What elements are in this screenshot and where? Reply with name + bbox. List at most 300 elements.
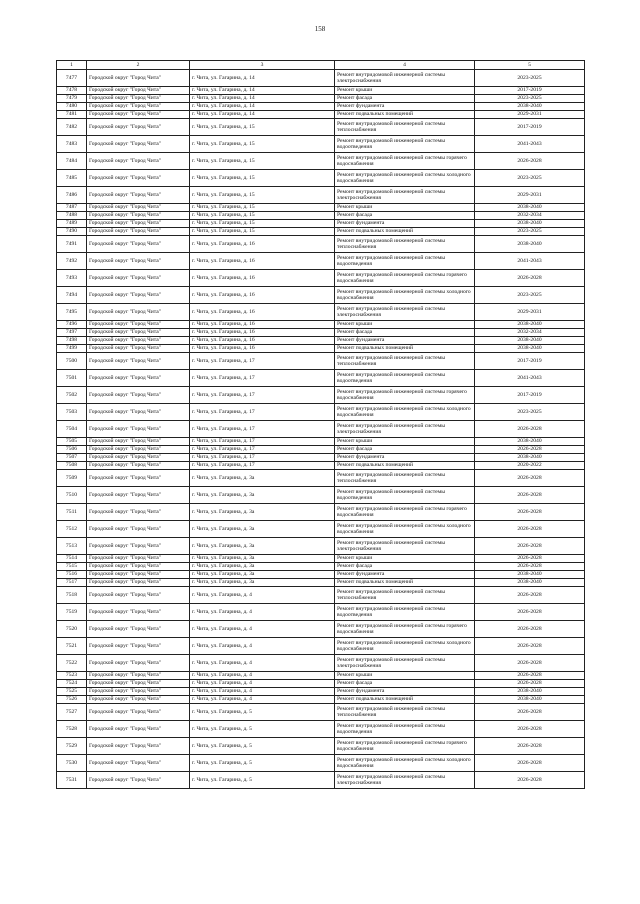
- row-number-cell: 7504: [57, 421, 87, 438]
- address-cell: г. Чита, ул. Гагарина, д. 3а: [190, 563, 335, 571]
- table-row: [57, 119, 585, 136]
- period-cell: 2026-2028: [475, 680, 585, 688]
- table-row: [57, 521, 585, 538]
- period-cell: 2038-2040: [475, 220, 585, 228]
- period-cell: 2026-2028: [475, 538, 585, 555]
- row-number-cell: 7495: [57, 304, 87, 321]
- work-type-cell: Ремонт внутридомовой инженерной системы холодного водоснабжения: [335, 404, 475, 421]
- row-number-cell: 7518: [57, 587, 87, 604]
- period-cell: 2041-2043: [475, 136, 585, 153]
- period-cell: 2026-2028: [475, 738, 585, 755]
- address-cell: г. Чита, ул. Гагарина, д. 16: [190, 287, 335, 304]
- address-cell: г. Чита, ул. Гагарина, д. 15: [190, 170, 335, 187]
- address-cell: г. Чита, ул. Гагарина, д. 4: [190, 688, 335, 696]
- work-type-cell: Ремонт крыши: [335, 555, 475, 563]
- row-number-cell: 7480: [57, 103, 87, 111]
- work-schedule-table: [56, 60, 585, 789]
- row-number-cell: 7478: [57, 87, 87, 95]
- row-number-cell: 7496: [57, 321, 87, 329]
- table-row: [57, 738, 585, 755]
- row-number-cell: 7506: [57, 446, 87, 454]
- district-cell: Городской округ "Город Чита": [87, 704, 190, 721]
- district-cell: Городской округ "Город Чита": [87, 655, 190, 672]
- table-row: [57, 220, 585, 228]
- work-type-cell: Ремонт подвальных помещений: [335, 579, 475, 587]
- table-row: [57, 111, 585, 119]
- address-cell: г. Чита, ул. Гагарина, д. 17: [190, 404, 335, 421]
- period-cell: 2032-2034: [475, 329, 585, 337]
- work-type-cell: Ремонт внутридомовой инженерной системы теплоснабжения: [335, 704, 475, 721]
- address-cell: г. Чита, ул. Гагарина, д. 16: [190, 321, 335, 329]
- address-cell: г. Чита, ул. Гагарина, д. 15: [190, 220, 335, 228]
- row-number-cell: 7530: [57, 755, 87, 772]
- district-cell: Городской округ "Город Чита": [87, 345, 190, 353]
- row-number-cell: 7479: [57, 95, 87, 103]
- row-number-cell: 7502: [57, 387, 87, 404]
- address-cell: г. Чита, ул. Гагарина, д. 16: [190, 236, 335, 253]
- row-number-cell: 7516: [57, 571, 87, 579]
- table-row: [57, 345, 585, 353]
- period-cell: 2023-2025: [475, 170, 585, 187]
- district-cell: Городской округ "Город Чита": [87, 755, 190, 772]
- district-cell: Городской округ "Город Чита": [87, 696, 190, 704]
- district-cell: Городской округ "Город Чита": [87, 136, 190, 153]
- district-cell: Городской округ "Город Чита": [87, 387, 190, 404]
- work-type-cell: Ремонт внутридомовой инженерной системы электроснабжения: [335, 772, 475, 789]
- period-cell: 2026-2028: [475, 587, 585, 604]
- district-cell: Городской округ "Город Чита": [87, 187, 190, 204]
- work-type-cell: Ремонт подвальных помещений: [335, 228, 475, 236]
- district-cell: Городской округ "Город Чита": [87, 253, 190, 270]
- table-row: [57, 688, 585, 696]
- address-cell: г. Чита, ул. Гагарина, д. 14: [190, 103, 335, 111]
- column-header: 5: [475, 61, 585, 70]
- row-number-cell: 7529: [57, 738, 87, 755]
- district-cell: Городской округ "Город Чита": [87, 446, 190, 454]
- district-cell: Городской округ "Город Чита": [87, 304, 190, 321]
- row-number-cell: 7508: [57, 462, 87, 470]
- district-cell: Городской округ "Город Чита": [87, 329, 190, 337]
- row-number-cell: 7503: [57, 404, 87, 421]
- table-row: [57, 538, 585, 555]
- work-type-cell: Ремонт фасада: [335, 95, 475, 103]
- period-cell: 2038-2040: [475, 321, 585, 329]
- district-cell: Городской округ "Город Чита": [87, 521, 190, 538]
- district-cell: Городской округ "Город Чита": [87, 721, 190, 738]
- address-cell: г. Чита, ул. Гагарина, д. 3а: [190, 521, 335, 538]
- row-number-cell: 7509: [57, 470, 87, 487]
- district-cell: Городской округ "Город Чита": [87, 438, 190, 446]
- work-type-cell: Ремонт внутридомовой инженерной системы водоотведения: [335, 253, 475, 270]
- work-type-cell: Ремонт внутридомовой инженерной системы водоотведения: [335, 487, 475, 504]
- address-cell: г. Чита, ул. Гагарина, д. 15: [190, 153, 335, 170]
- work-type-cell: Ремонт крыши: [335, 321, 475, 329]
- period-cell: 2038-2040: [475, 236, 585, 253]
- column-header: 2: [87, 61, 190, 70]
- row-number-cell: 7497: [57, 329, 87, 337]
- row-number-cell: 7521: [57, 638, 87, 655]
- period-cell: 2026-2028: [475, 621, 585, 638]
- row-number-cell: 7517: [57, 579, 87, 587]
- work-type-cell: Ремонт внутридомовой инженерной системы горячего водоснабжения: [335, 621, 475, 638]
- district-cell: Городской округ "Город Чита": [87, 337, 190, 345]
- district-cell: Городской округ "Город Чита": [87, 604, 190, 621]
- row-number-cell: 7527: [57, 704, 87, 721]
- period-cell: 2026-2028: [475, 704, 585, 721]
- table-row: [57, 236, 585, 253]
- work-type-cell: Ремонт внутридомовой инженерной системы холодного водоснабжения: [335, 521, 475, 538]
- address-cell: г. Чита, ул. Гагарина, д. 17: [190, 353, 335, 370]
- work-type-cell: Ремонт подвальных помещений: [335, 345, 475, 353]
- address-cell: г. Чита, ул. Гагарина, д. 3а: [190, 487, 335, 504]
- district-cell: Городской округ "Город Чита": [87, 87, 190, 95]
- address-cell: г. Чита, ул. Гагарина, д. 4: [190, 604, 335, 621]
- district-cell: Городской округ "Город Чита": [87, 454, 190, 462]
- district-cell: Городской округ "Город Чита": [87, 236, 190, 253]
- row-number-cell: 7505: [57, 438, 87, 446]
- work-type-cell: Ремонт внутридомовой инженерной системы электроснабжения: [335, 187, 475, 204]
- district-cell: Городской округ "Город Чита": [87, 462, 190, 470]
- table-row: [57, 696, 585, 704]
- row-number-cell: 7489: [57, 220, 87, 228]
- period-cell: 2041-2043: [475, 370, 585, 387]
- period-cell: 2026-2028: [475, 270, 585, 287]
- table-row: [57, 621, 585, 638]
- row-number-cell: 7493: [57, 270, 87, 287]
- work-type-cell: Ремонт внутридомовой инженерной системы теплоснабжения: [335, 353, 475, 370]
- address-cell: г. Чита, ул. Гагарина, д. 16: [190, 270, 335, 287]
- work-type-cell: Ремонт внутридомовой инженерной системы горячего водоснабжения: [335, 738, 475, 755]
- work-type-cell: Ремонт фундамента: [335, 454, 475, 462]
- district-cell: Городской округ "Город Чита": [87, 563, 190, 571]
- district-cell: Городской округ "Город Чита": [87, 111, 190, 119]
- district-cell: Городской округ "Город Чита": [87, 228, 190, 236]
- row-number-cell: 7524: [57, 680, 87, 688]
- address-cell: г. Чита, ул. Гагарина, д. 17: [190, 454, 335, 462]
- address-cell: г. Чита, ул. Гагарина, д. 4: [190, 672, 335, 680]
- table-row: [57, 304, 585, 321]
- table-row: [57, 672, 585, 680]
- address-cell: г. Чита, ул. Гагарина, д. 14: [190, 70, 335, 87]
- period-cell: 2026-2028: [475, 672, 585, 680]
- district-cell: Городской округ "Город Чита": [87, 672, 190, 680]
- table-row: [57, 504, 585, 521]
- district-cell: Городской округ "Город Чита": [87, 538, 190, 555]
- table-row: [57, 772, 585, 789]
- period-cell: 2041-2043: [475, 253, 585, 270]
- period-cell: 2026-2028: [475, 563, 585, 571]
- district-cell: Городской округ "Город Чита": [87, 772, 190, 789]
- table-row: [57, 655, 585, 672]
- district-cell: Городской округ "Город Чита": [87, 404, 190, 421]
- period-cell: 2029-2031: [475, 187, 585, 204]
- address-cell: г. Чита, ул. Гагарина, д. 16: [190, 304, 335, 321]
- table-row: [57, 755, 585, 772]
- period-cell: 2038-2040: [475, 579, 585, 587]
- table-row: [57, 187, 585, 204]
- table-row: [57, 204, 585, 212]
- table-row: [57, 95, 585, 103]
- address-cell: г. Чита, ул. Гагарина, д. 15: [190, 187, 335, 204]
- row-number-cell: 7515: [57, 563, 87, 571]
- district-cell: Городской округ "Город Чита": [87, 212, 190, 220]
- work-type-cell: Ремонт крыши: [335, 87, 475, 95]
- address-cell: г. Чита, ул. Гагарина, д. 17: [190, 462, 335, 470]
- work-type-cell: Ремонт внутридомовой инженерной системы водоотведения: [335, 721, 475, 738]
- address-cell: г. Чита, ул. Гагарина, д. 5: [190, 738, 335, 755]
- row-number-cell: 7528: [57, 721, 87, 738]
- row-number-cell: 7483: [57, 136, 87, 153]
- address-cell: г. Чита, ул. Гагарина, д. 15: [190, 212, 335, 220]
- address-cell: г. Чита, ул. Гагарина, д. 5: [190, 704, 335, 721]
- table-row: [57, 454, 585, 462]
- district-cell: Городской округ "Город Чита": [87, 680, 190, 688]
- work-type-cell: Ремонт фундамента: [335, 571, 475, 579]
- work-type-cell: Ремонт внутридомовой инженерной системы теплоснабжения: [335, 587, 475, 604]
- district-cell: Городской округ "Город Чита": [87, 287, 190, 304]
- row-number-cell: 7520: [57, 621, 87, 638]
- address-cell: г. Чита, ул. Гагарина, д. 3а: [190, 538, 335, 555]
- work-type-cell: Ремонт внутридомовой инженерной системы холодного водоснабжения: [335, 170, 475, 187]
- period-cell: 2038-2040: [475, 454, 585, 462]
- table-row: [57, 287, 585, 304]
- work-type-cell: Ремонт внутридомовой инженерной системы электроснабжения: [335, 655, 475, 672]
- period-cell: 2020-2022: [475, 462, 585, 470]
- table-row: [57, 270, 585, 287]
- address-cell: г. Чита, ул. Гагарина, д. 3а: [190, 579, 335, 587]
- row-number-cell: 7510: [57, 487, 87, 504]
- period-cell: 2017-2019: [475, 87, 585, 95]
- address-cell: г. Чита, ул. Гагарина, д. 4: [190, 696, 335, 704]
- district-cell: Городской округ "Город Чита": [87, 571, 190, 579]
- work-type-cell: Ремонт внутридомовой инженерной системы теплоснабжения: [335, 119, 475, 136]
- address-cell: г. Чита, ул. Гагарина, д. 15: [190, 119, 335, 136]
- district-cell: Городской округ "Город Чита": [87, 555, 190, 563]
- work-type-cell: Ремонт фасада: [335, 212, 475, 220]
- row-number-cell: 7486: [57, 187, 87, 204]
- work-type-cell: Ремонт внутридомовой инженерной системы горячего водоснабжения: [335, 270, 475, 287]
- period-cell: 2029-2031: [475, 304, 585, 321]
- work-type-cell: Ремонт фасада: [335, 680, 475, 688]
- address-cell: г. Чита, ул. Гагарина, д. 17: [190, 446, 335, 454]
- address-cell: г. Чита, ул. Гагарина, д. 3а: [190, 555, 335, 563]
- work-type-cell: Ремонт фасада: [335, 563, 475, 571]
- work-type-cell: Ремонт фундамента: [335, 220, 475, 228]
- district-cell: Городской округ "Город Чита": [87, 103, 190, 111]
- table-row: [57, 563, 585, 571]
- period-cell: 2038-2040: [475, 345, 585, 353]
- address-cell: г. Чита, ул. Гагарина, д. 16: [190, 253, 335, 270]
- table-row: [57, 571, 585, 579]
- address-cell: г. Чита, ул. Гагарина, д. 5: [190, 755, 335, 772]
- table-row: [57, 70, 585, 87]
- work-type-cell: Ремонт фасада: [335, 329, 475, 337]
- table-row: [57, 404, 585, 421]
- address-cell: г. Чита, ул. Гагарина, д. 5: [190, 721, 335, 738]
- address-cell: г. Чита, ул. Гагарина, д. 15: [190, 136, 335, 153]
- table-row: [57, 228, 585, 236]
- period-cell: 2038-2040: [475, 337, 585, 345]
- row-number-cell: 7484: [57, 153, 87, 170]
- work-type-cell: Ремонт подвальных помещений: [335, 111, 475, 119]
- table-header-row: [57, 61, 585, 70]
- address-cell: г. Чита, ул. Гагарина, д. 14: [190, 111, 335, 119]
- address-cell: г. Чита, ул. Гагарина, д. 4: [190, 621, 335, 638]
- work-type-cell: Ремонт внутридомовой инженерной системы электроснабжения: [335, 70, 475, 87]
- work-type-cell: Ремонт фундамента: [335, 103, 475, 111]
- period-cell: 2026-2028: [475, 721, 585, 738]
- period-cell: 2026-2028: [475, 772, 585, 789]
- table-row: [57, 103, 585, 111]
- work-type-cell: Ремонт внутридомовой инженерной системы холодного водоснабжения: [335, 638, 475, 655]
- table-row: [57, 321, 585, 329]
- work-type-cell: Ремонт фасада: [335, 446, 475, 454]
- work-type-cell: Ремонт крыши: [335, 672, 475, 680]
- period-cell: 2029-2031: [475, 111, 585, 119]
- work-type-cell: Ремонт внутридомовой инженерной системы теплоснабжения: [335, 470, 475, 487]
- table-body: [57, 70, 585, 789]
- row-number-cell: 7513: [57, 538, 87, 555]
- table-row: [57, 438, 585, 446]
- table-row: [57, 638, 585, 655]
- district-cell: Городской округ "Город Чита": [87, 579, 190, 587]
- period-cell: 2023-2025: [475, 228, 585, 236]
- table-row: [57, 604, 585, 621]
- work-type-cell: Ремонт внутридомовой инженерной системы горячего водоснабжения: [335, 153, 475, 170]
- district-cell: Городской округ "Город Чита": [87, 621, 190, 638]
- row-number-cell: 7488: [57, 212, 87, 220]
- table-row: [57, 579, 585, 587]
- work-type-cell: Ремонт фундамента: [335, 688, 475, 696]
- table-row: [57, 353, 585, 370]
- period-cell: 2026-2028: [475, 470, 585, 487]
- period-cell: 2032-2034: [475, 212, 585, 220]
- column-header: 4: [335, 61, 475, 70]
- period-cell: 2026-2028: [475, 504, 585, 521]
- work-type-cell: Ремонт подвальных помещений: [335, 696, 475, 704]
- column-header: 3: [190, 61, 335, 70]
- address-cell: г. Чита, ул. Гагарина, д. 17: [190, 387, 335, 404]
- address-cell: г. Чита, ул. Гагарина, д. 4: [190, 587, 335, 604]
- district-cell: Городской округ "Город Чита": [87, 170, 190, 187]
- district-cell: Городской округ "Город Чита": [87, 487, 190, 504]
- district-cell: Городской округ "Город Чита": [87, 270, 190, 287]
- row-number-cell: 7514: [57, 555, 87, 563]
- row-number-cell: 7500: [57, 353, 87, 370]
- table-row: [57, 555, 585, 563]
- period-cell: 2038-2040: [475, 696, 585, 704]
- table-row: [57, 153, 585, 170]
- table-row: [57, 421, 585, 438]
- district-cell: Городской округ "Город Чита": [87, 470, 190, 487]
- work-type-cell: Ремонт внутридомовой инженерной системы водоотведения: [335, 604, 475, 621]
- work-type-cell: Ремонт внутридомовой инженерной системы водоотведения: [335, 136, 475, 153]
- district-cell: Городской округ "Город Чита": [87, 688, 190, 696]
- work-type-cell: Ремонт крыши: [335, 204, 475, 212]
- district-cell: Городской округ "Город Чита": [87, 204, 190, 212]
- row-number-cell: 7487: [57, 204, 87, 212]
- table-row: [57, 337, 585, 345]
- address-cell: г. Чита, ул. Гагарина, д. 16: [190, 329, 335, 337]
- work-type-cell: Ремонт внутридомовой инженерной системы электроснабжения: [335, 538, 475, 555]
- table-row: [57, 470, 585, 487]
- period-cell: 2023-2025: [475, 287, 585, 304]
- table-row: [57, 212, 585, 220]
- period-cell: 2017-2019: [475, 119, 585, 136]
- row-number-cell: 7522: [57, 655, 87, 672]
- work-type-cell: Ремонт внутридомовой инженерной системы холодного водоснабжения: [335, 287, 475, 304]
- period-cell: 2038-2040: [475, 438, 585, 446]
- address-cell: г. Чита, ул. Гагарина, д. 5: [190, 772, 335, 789]
- period-cell: 2026-2028: [475, 153, 585, 170]
- row-number-cell: 7477: [57, 70, 87, 87]
- table-row: [57, 387, 585, 404]
- work-type-cell: Ремонт внутридомовой инженерной системы электроснабжения: [335, 304, 475, 321]
- row-number-cell: 7519: [57, 604, 87, 621]
- table-row: [57, 680, 585, 688]
- address-cell: г. Чита, ул. Гагарина, д. 15: [190, 204, 335, 212]
- row-number-cell: 7498: [57, 337, 87, 345]
- address-cell: г. Чита, ул. Гагарина, д. 16: [190, 337, 335, 345]
- district-cell: Городской округ "Город Чита": [87, 153, 190, 170]
- table-row: [57, 253, 585, 270]
- row-number-cell: 7492: [57, 253, 87, 270]
- row-number-cell: 7526: [57, 696, 87, 704]
- period-cell: 2023-2025: [475, 70, 585, 87]
- period-cell: 2023-2025: [475, 95, 585, 103]
- work-type-cell: Ремонт крыши: [335, 438, 475, 446]
- district-cell: Городской округ "Город Чита": [87, 220, 190, 228]
- district-cell: Городской округ "Город Чита": [87, 504, 190, 521]
- address-cell: г. Чита, ул. Гагарина, д. 4: [190, 655, 335, 672]
- district-cell: Городской округ "Город Чита": [87, 321, 190, 329]
- period-cell: 2026-2028: [475, 604, 585, 621]
- work-type-cell: Ремонт внутридомовой инженерной системы горячего водоснабжения: [335, 504, 475, 521]
- address-cell: г. Чита, ул. Гагарина, д. 17: [190, 438, 335, 446]
- table-row: [57, 370, 585, 387]
- row-number-cell: 7525: [57, 688, 87, 696]
- period-cell: 2026-2028: [475, 755, 585, 772]
- page-number: 158: [314, 25, 326, 33]
- period-cell: 2038-2040: [475, 688, 585, 696]
- district-cell: Городской округ "Город Чита": [87, 119, 190, 136]
- row-number-cell: 7501: [57, 370, 87, 387]
- district-cell: Городской округ "Город Чита": [87, 70, 190, 87]
- table-row: [57, 446, 585, 454]
- table-row: [57, 487, 585, 504]
- address-cell: г. Чита, ул. Гагарина, д. 17: [190, 421, 335, 438]
- row-number-cell: 7512: [57, 521, 87, 538]
- period-cell: 2038-2040: [475, 571, 585, 579]
- address-cell: г. Чита, ул. Гагарина, д. 14: [190, 95, 335, 103]
- address-cell: г. Чита, ул. Гагарина, д. 4: [190, 680, 335, 688]
- district-cell: Городской округ "Город Чита": [87, 353, 190, 370]
- table-row: [57, 329, 585, 337]
- work-type-cell: Ремонт внутридомовой инженерной системы горячего водоснабжения: [335, 387, 475, 404]
- row-number-cell: 7482: [57, 119, 87, 136]
- address-cell: г. Чита, ул. Гагарина, д. 3а: [190, 571, 335, 579]
- work-type-cell: Ремонт внутридомовой инженерной системы водоотведения: [335, 370, 475, 387]
- district-cell: Городской округ "Город Чита": [87, 95, 190, 103]
- row-number-cell: 7511: [57, 504, 87, 521]
- table-row: [57, 721, 585, 738]
- address-cell: г. Чита, ул. Гагарина, д. 17: [190, 370, 335, 387]
- row-number-cell: 7494: [57, 287, 87, 304]
- row-number-cell: 7481: [57, 111, 87, 119]
- address-cell: г. Чита, ул. Гагарина, д. 3а: [190, 470, 335, 487]
- row-number-cell: 7490: [57, 228, 87, 236]
- period-cell: 2038-2040: [475, 103, 585, 111]
